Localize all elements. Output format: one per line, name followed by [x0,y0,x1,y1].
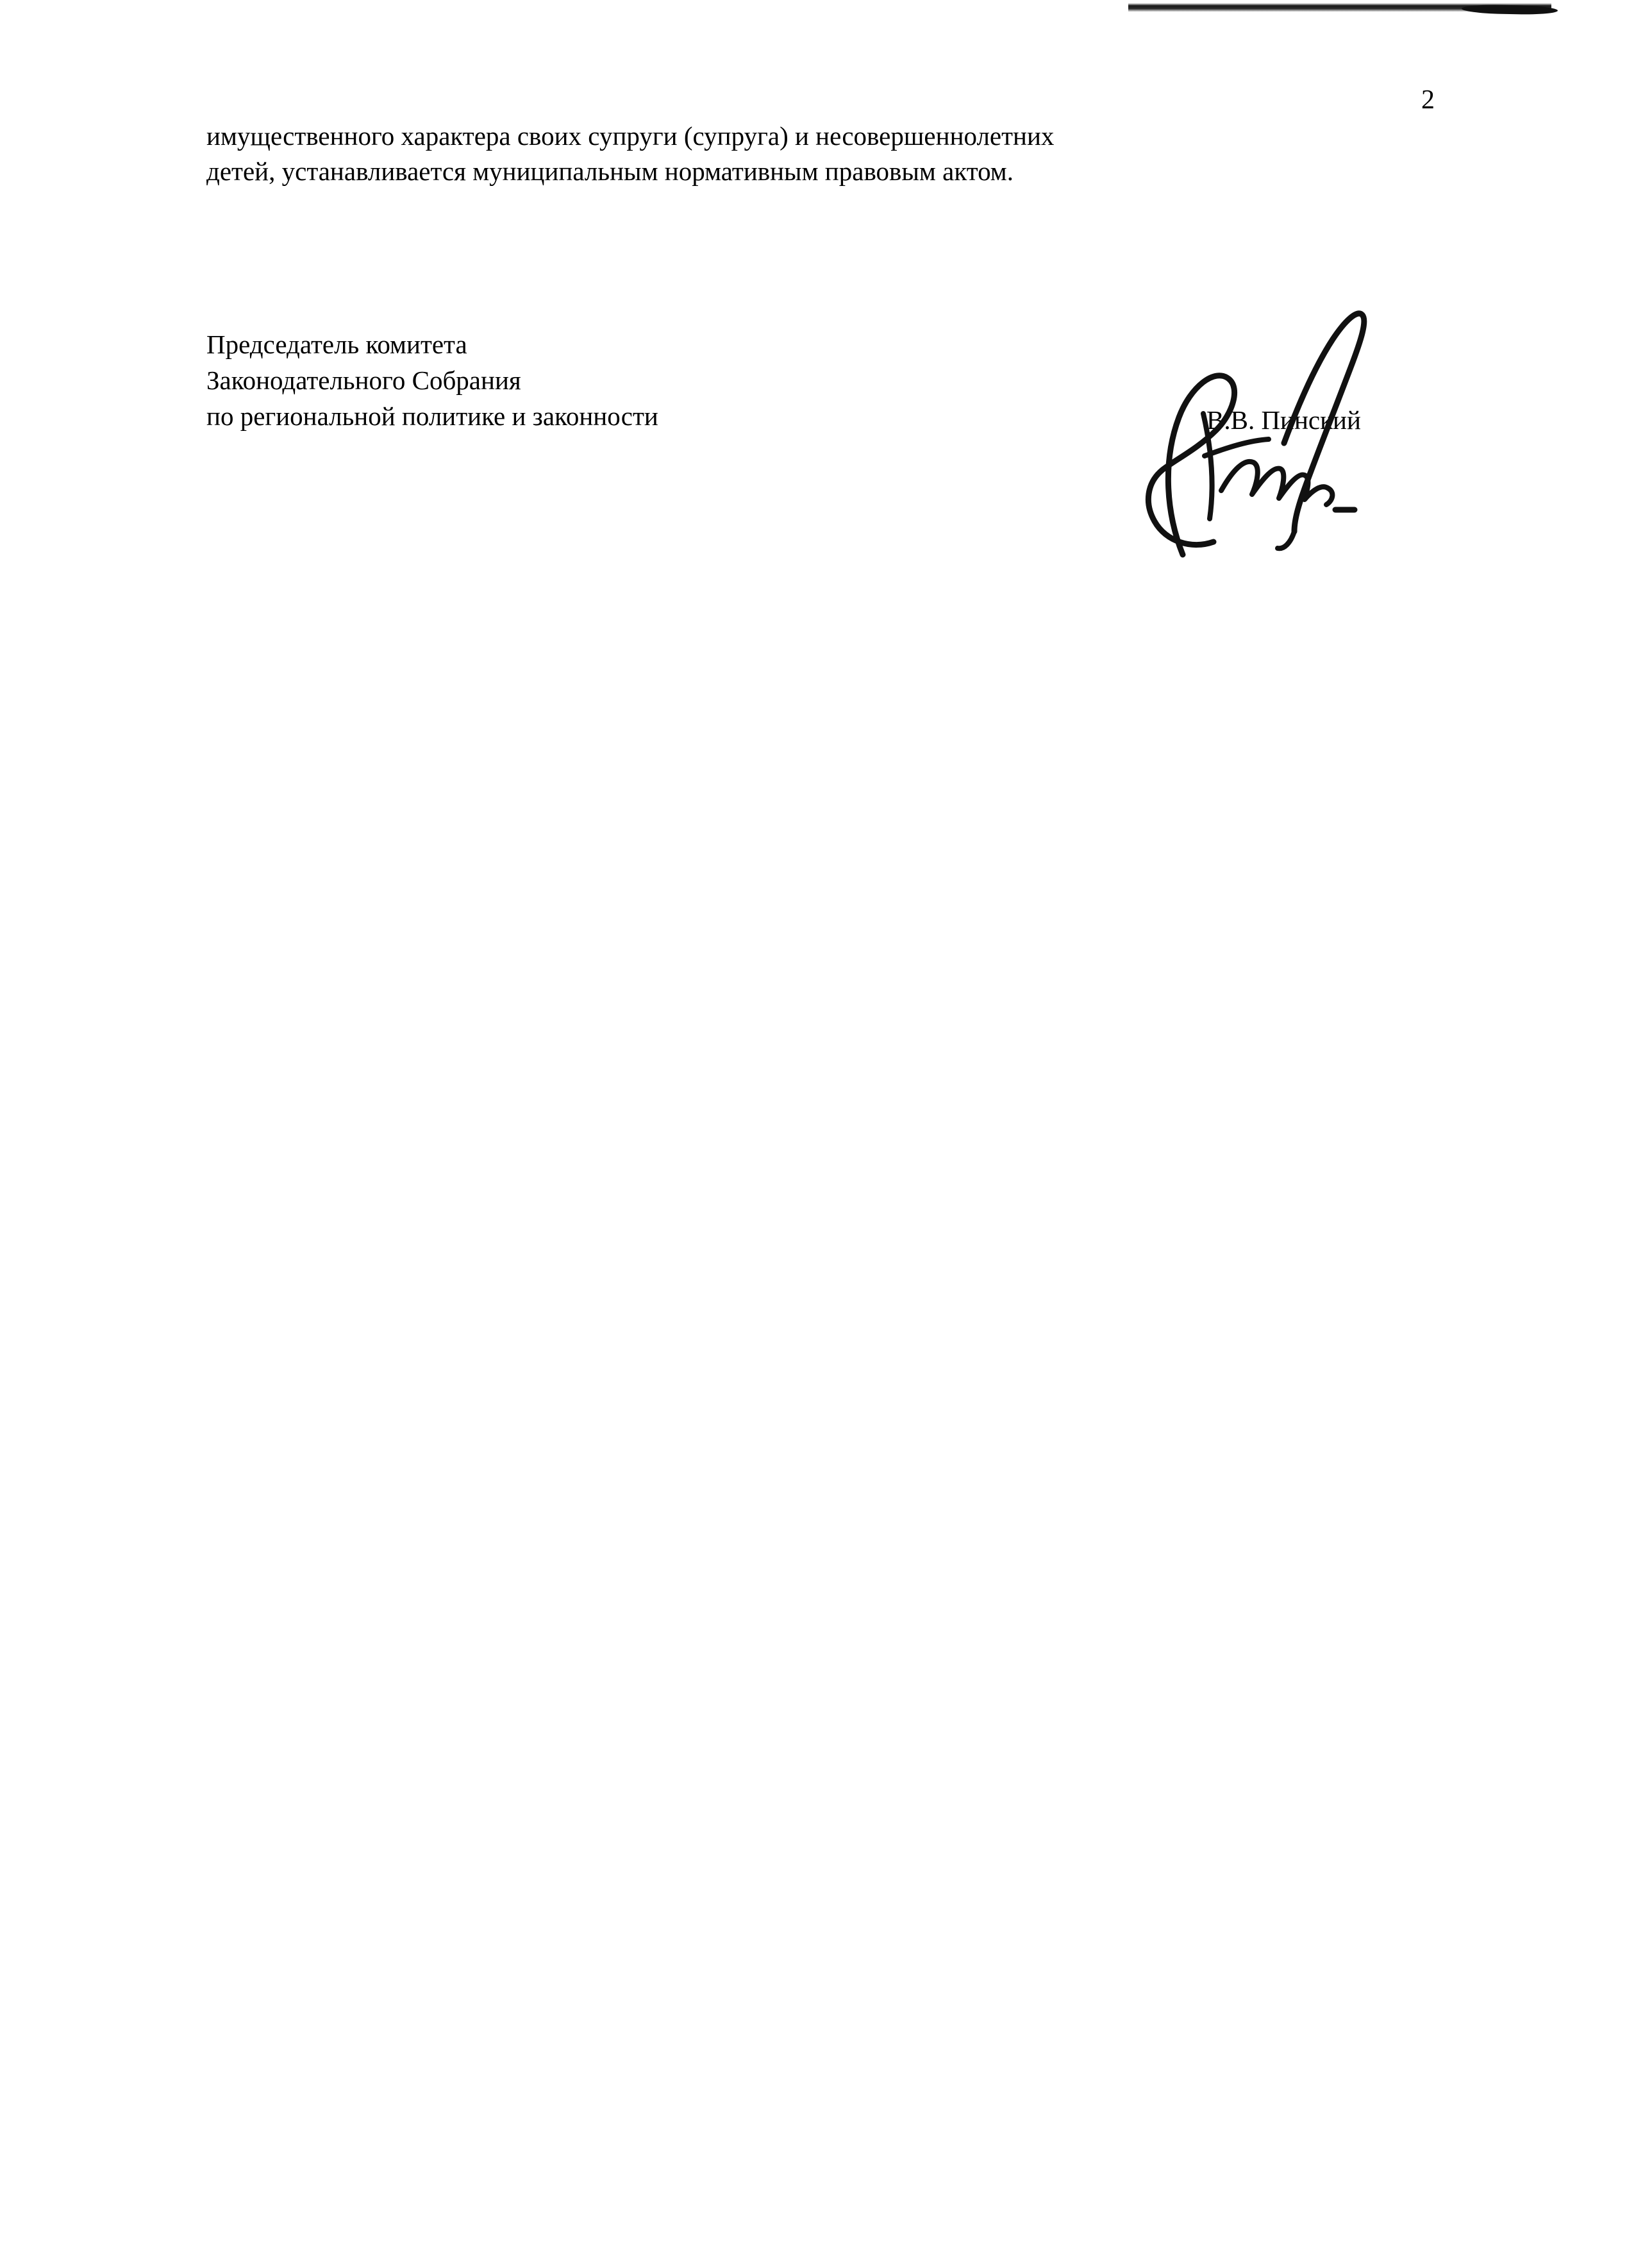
body-line: имущественного характера своих супруги (супруга) и несовершеннолетних [206,121,1055,151]
body-line: детей, устанавливается муниципальным нормативным правовым актом. [206,156,1014,186]
body-paragraph [206,119,1428,189]
signatory-title-line: Председатель комитета [206,330,467,359]
scan-artifact [1128,0,1551,17]
signature-block [206,327,1437,434]
page-number: 2 [1421,85,1435,115]
signatory-title-line: Законодательного Собрания [206,365,521,395]
signatory-title-line: по региональной политике и законности [206,401,658,431]
signatory-title [206,327,1437,434]
signer-name: В.В. Пинский [1206,405,1361,435]
